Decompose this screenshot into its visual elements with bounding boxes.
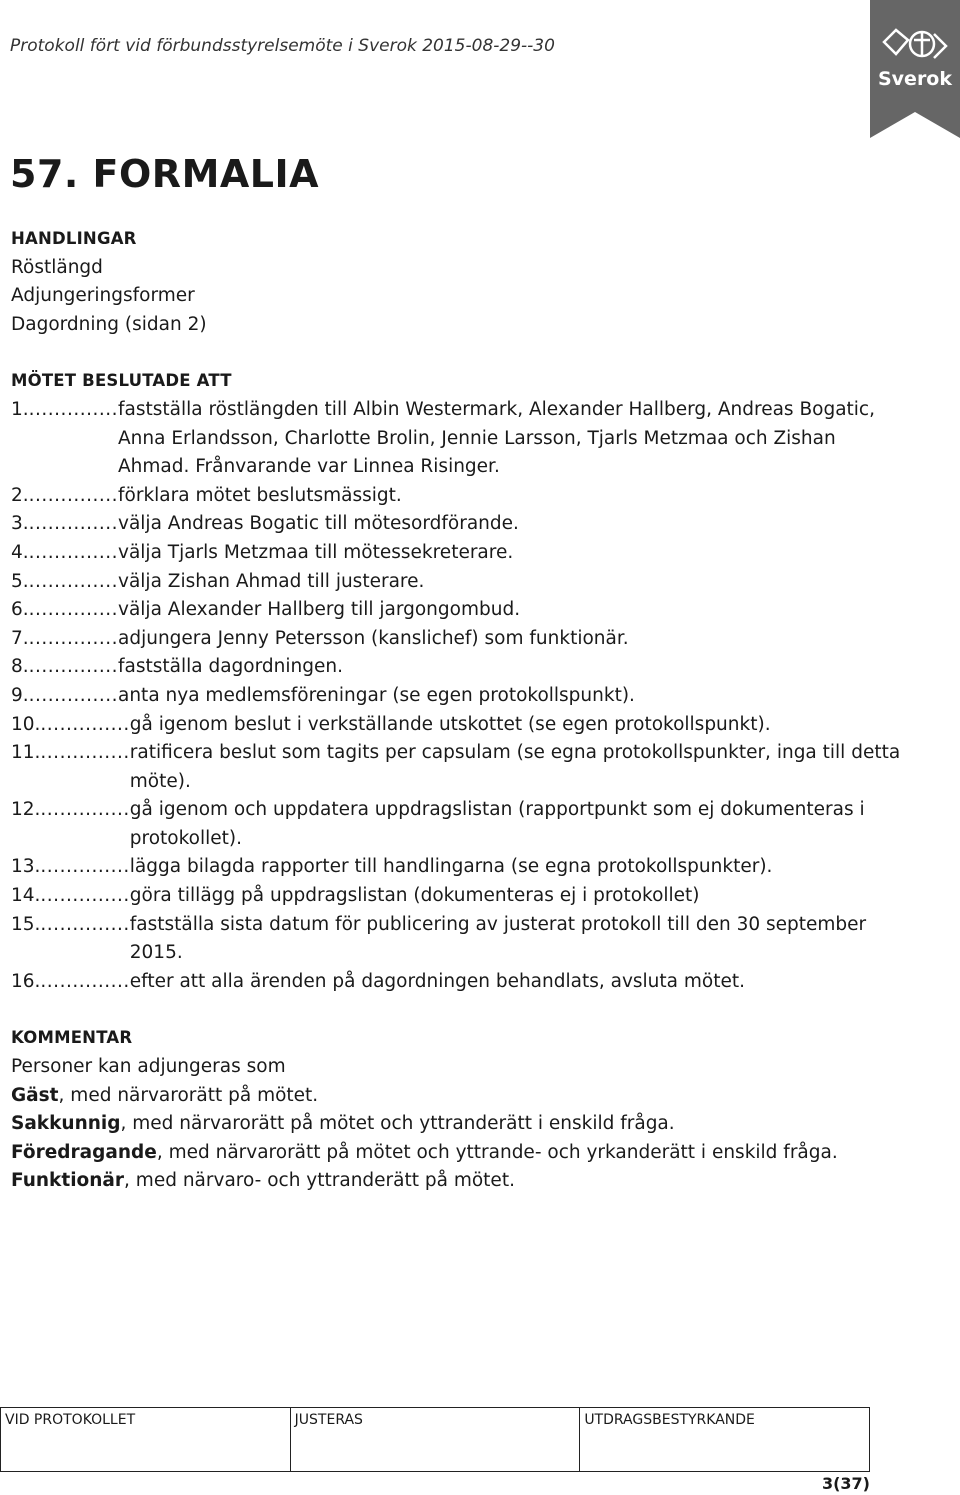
kommentar-role — [11, 1110, 911, 1139]
beslut-item-text: välja Tjarls Metzmaa till mötessekreterare. — [118, 541, 514, 563]
beslut-item-text: välja Alexander Hallberg till jargongombud. — [118, 599, 521, 621]
document-header-title: Protokoll fört vid förbundsstyrelsemöte i Sverok 2015-08-29--30 — [10, 36, 555, 56]
beslut-item-text: lägga bilagda rapporter till handlingarna (se egna protokollspunkter). — [129, 856, 773, 878]
beslut-list — [11, 396, 911, 996]
beslut-item — [11, 653, 911, 682]
beslut-item — [11, 853, 911, 882]
signature-cell-justeras: JUSTERAS — [290, 1408, 580, 1472]
beslut-item-text: fastställa sista datum för publicering av justerat protokoll till den 30 september 2015. — [129, 913, 867, 964]
handlingar-item: Adjungeringsformer — [11, 285, 195, 307]
handlingar-label: HANDLINGAR — [11, 229, 137, 248]
beslut-item-text: ratificera beslut som tagits per capsulam (se egna protokollspunkter, inga till detta möte). — [129, 742, 901, 792]
beslut-item — [11, 539, 911, 568]
beslut-item — [11, 711, 911, 740]
role-term: Sakkunnig — [11, 1113, 121, 1135]
signature-table — [0, 1407, 870, 1472]
kommentar-intro: Personer kan adjungeras som — [11, 1056, 286, 1078]
role-term: Föredragande — [11, 1141, 157, 1163]
beslut-item-text: gå igenom beslut i verkställande utskottet (se egen protokollspunkt). — [129, 713, 771, 735]
beslut-item-text: välja Zishan Ahmad till justerare. — [118, 570, 425, 592]
beslut-item-text: fastställa dagordningen. — [118, 656, 343, 678]
beslut-label: MÖTET BESLUTADE ATT — [11, 371, 232, 391]
role-term: Gäst — [11, 1084, 59, 1106]
beslut-item-number: 1............... — [11, 398, 118, 420]
beslut-item — [11, 796, 911, 853]
handlingar-item: Dagordning (sidan 2) — [11, 313, 207, 335]
beslut-item — [11, 482, 911, 511]
beslut-item-number: 11............... — [11, 742, 130, 764]
role-term: Funktionär — [11, 1170, 125, 1192]
beslut-item-number: 4............... — [11, 541, 118, 563]
role-desc: , med närvaro- och yttranderätt på mötet. — [124, 1170, 515, 1192]
beslut-item — [11, 882, 911, 911]
beslut-item — [11, 596, 911, 625]
handlingar-item: Röstlängd — [11, 256, 103, 278]
beslut-item-number: 8............... — [11, 656, 118, 678]
beslut-item-text: förklara mötet beslutsmässigt. — [118, 484, 402, 506]
sverok-logo-icon — [870, 0, 960, 138]
section-title: 57. FORMALIA — [10, 152, 320, 196]
beslut-item-text: gå igenom och uppdatera uppdragslistan (rapportpunkt som ej dokumenteras i protokollet). — [129, 799, 865, 849]
beslut-item-number: 14............... — [11, 885, 130, 907]
beslut-item-number: 7............... — [11, 627, 118, 649]
logo-text: Sverok — [877, 68, 953, 90]
beslut-item-text: efter att alla ärenden på dagordningen behandlats, avsluta mötet. — [129, 970, 745, 992]
page-number: 3(37) — [821, 1474, 870, 1493]
kommentar-role — [11, 1082, 911, 1111]
beslut-item-number: 12............... — [11, 799, 130, 821]
beslut-item-number: 3............... — [11, 513, 118, 535]
beslut-item — [11, 682, 911, 711]
kommentar-label: KOMMENTAR — [11, 1028, 133, 1048]
beslut-item-number: 10............... — [11, 713, 130, 735]
signature-cell-vid-protokollet: VID PROTOKOLLET — [1, 1408, 291, 1472]
beslut-item-number: 9............... — [11, 684, 118, 706]
role-desc: , med närvarorätt på mötet och yttranderätt i enskild fråga. — [120, 1113, 675, 1135]
beslut-item — [11, 510, 911, 539]
beslut-item — [11, 968, 911, 997]
kommentar-role — [11, 1167, 911, 1196]
beslut-item-number: 13............... — [11, 856, 130, 878]
beslut-item-text: välja Andreas Bogatic till mötesordförande. — [118, 513, 519, 535]
beslut-item-number: 5............... — [11, 570, 118, 592]
beslut-item-text: fastställa röstlängden till Albin Westermark, Alexander Hallberg, Andreas Bogatic, Anna Erlandsson, Charlotte Brolin, Jennie Larsson, Tjarls Metzmaa och Zishan Ahmad. Frånvarande var Linnea Risinger. — [118, 398, 875, 478]
beslut-item-text: göra tillägg på uppdragslistan (dokumenteras ej i protokollet) — [129, 885, 700, 907]
beslut-item-text: adjungera Jenny Petersson (kanslichef) som funktionär. — [118, 627, 629, 649]
kommentar-role — [11, 1139, 911, 1168]
beslut-item-number: 2............... — [11, 484, 118, 506]
document-body — [11, 225, 911, 1196]
beslut-item — [11, 568, 911, 597]
beslut-item — [11, 911, 911, 968]
beslut-item-number: 15............... — [11, 913, 130, 935]
beslut-item — [11, 625, 911, 654]
role-desc: , med närvarorätt på mötet. — [58, 1084, 319, 1106]
beslut-item — [11, 739, 911, 796]
signature-cell-utdragsbestyrkande: UTDRAGSBESTYRKANDE — [580, 1408, 870, 1472]
beslut-item-number: 6............... — [11, 599, 118, 621]
beslut-item-text: anta nya medlemsföreningar (se egen protokollspunkt). — [118, 684, 635, 706]
beslut-item — [11, 396, 911, 482]
role-desc: , med närvarorätt på mötet och yttrande- och yrkanderätt i enskild fråga. — [156, 1141, 838, 1163]
beslut-item-number: 16............... — [11, 970, 130, 992]
